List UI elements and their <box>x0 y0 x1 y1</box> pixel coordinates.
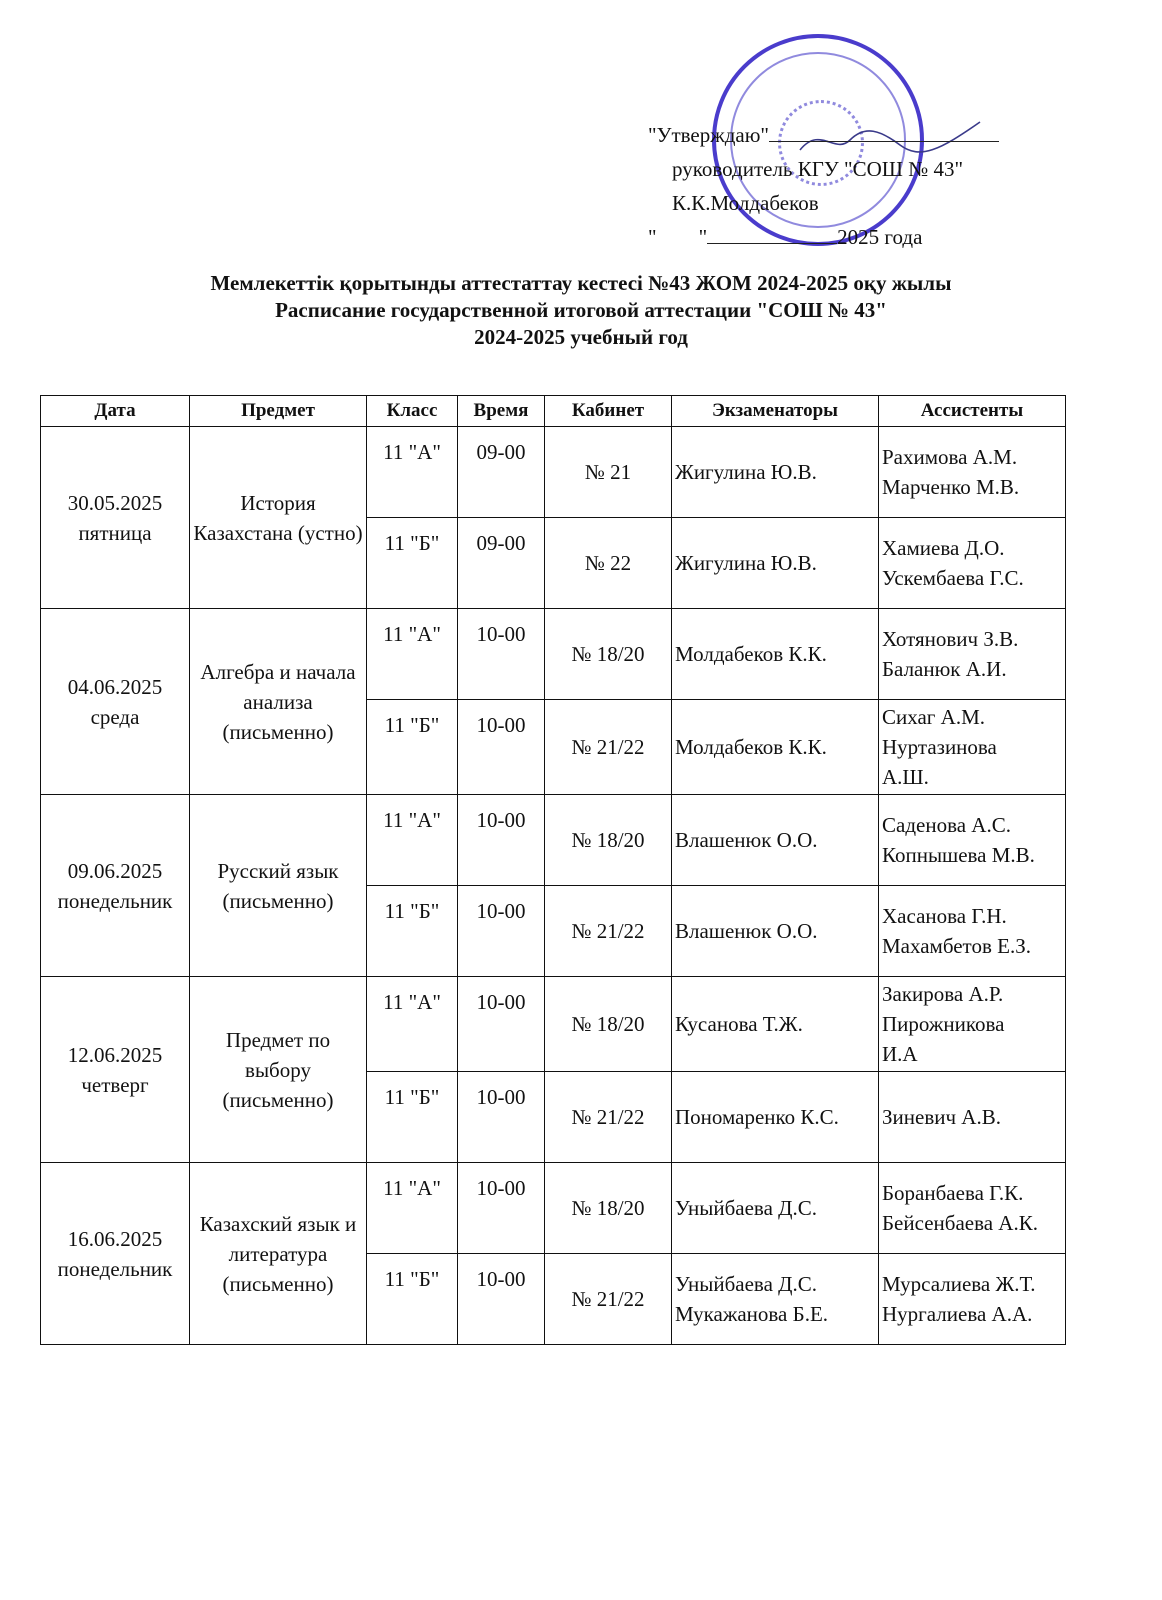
subject-cell: Алгебра и начала анализа (письменно) <box>190 609 367 795</box>
subject-cell: Предмет по выбору (письменно) <box>190 977 367 1163</box>
examiner-name: Кусанова Т.Ж. <box>675 1012 803 1036</box>
assistants-cell <box>879 795 1066 886</box>
examiners-cell <box>672 795 879 886</box>
class-cell: 11 "А" <box>367 609 458 700</box>
table-row <box>41 1163 1066 1254</box>
date-cell <box>41 977 190 1163</box>
room-cell: № 21/22 <box>545 1254 672 1345</box>
assistants-cell <box>879 886 1066 977</box>
subject-cell: Казахский язык и литература (письменно) <box>190 1163 367 1345</box>
class-cell: 11 "Б" <box>367 518 458 609</box>
subject-cell: Русский язык (письменно) <box>190 795 367 977</box>
exam-weekday: среда <box>90 704 140 729</box>
approver-position: руководитель КГУ "СОШ № 43" <box>672 157 964 181</box>
time-cell: 10-00 <box>458 795 545 886</box>
date-line <box>707 225 837 244</box>
document-title <box>0 270 1162 351</box>
title-kazakh: Мемлекеттік қорытынды аттестаттау кестесі №43 ЖОМ 2024-2025 оқу жылы <box>210 271 952 295</box>
examiners-cell <box>672 977 879 1072</box>
approval-block <box>648 118 999 254</box>
assistant-name: Сихаг А.М. <box>882 705 985 729</box>
class-cell: 11 "Б" <box>367 1072 458 1163</box>
examiners-cell <box>672 886 879 977</box>
schedule-table <box>40 395 1066 1345</box>
exam-weekday: пятница <box>78 520 152 545</box>
room-cell: № 21/22 <box>545 700 672 795</box>
title-year: 2024-2025 учебный год <box>474 325 688 349</box>
table-row <box>41 609 1066 700</box>
examiner-name: Мукажанова Б.Е. <box>675 1302 829 1326</box>
assistant-name: Пирожникова <box>882 1012 1005 1036</box>
assistant-name: Боранбаева Г.К. <box>882 1181 1024 1205</box>
examiners-cell <box>672 1254 879 1345</box>
header-assistants: Ассистенты <box>879 396 1066 427</box>
assistants-cell <box>879 1072 1066 1163</box>
examiner-name: Молдабеков К.К. <box>675 735 827 759</box>
room-cell: № 22 <box>545 518 672 609</box>
approve-label: "Утверждаю" <box>648 123 770 147</box>
time-cell: 10-00 <box>458 1163 545 1254</box>
table-row <box>41 427 1066 518</box>
room-cell: № 18/20 <box>545 1163 672 1254</box>
header-examiners: Экзаменаторы <box>672 396 879 427</box>
examiners-cell <box>672 700 879 795</box>
examiners-cell <box>672 518 879 609</box>
assistant-name: Хотянович З.В. <box>882 627 1019 651</box>
room-cell: № 18/20 <box>545 795 672 886</box>
time-cell: 09-00 <box>458 427 545 518</box>
room-cell: № 18/20 <box>545 977 672 1072</box>
header-subject: Предмет <box>190 396 367 427</box>
examiners-cell <box>672 427 879 518</box>
assistant-name: Копнышева М.В. <box>882 843 1035 867</box>
table-row <box>41 795 1066 886</box>
date-cell <box>41 1163 190 1345</box>
signature-line <box>769 123 999 142</box>
assistant-name: Ускембаева Г.С. <box>882 566 1024 590</box>
assistant-name: Махамбетов Е.З. <box>882 934 1031 958</box>
approval-year: 2025 года <box>837 225 923 249</box>
assistants-cell <box>879 700 1066 795</box>
class-cell: 11 "А" <box>367 427 458 518</box>
assistant-name: Зиневич А.В. <box>882 1105 1001 1129</box>
assistants-cell <box>879 1254 1066 1345</box>
assistants-cell <box>879 977 1066 1072</box>
assistant-name: Хамиева Д.О. <box>882 536 1005 560</box>
approver-name: К.К.Молдабеков <box>672 191 819 215</box>
date-cell <box>41 427 190 609</box>
header-class: Класс <box>367 396 458 427</box>
time-cell: 09-00 <box>458 518 545 609</box>
assistant-name: И.А <box>882 1042 918 1066</box>
assistant-name: А.Ш. <box>882 765 929 789</box>
assistants-cell <box>879 609 1066 700</box>
examiner-name: Уныйбаева Д.С. <box>675 1196 817 1220</box>
assistants-cell <box>879 427 1066 518</box>
examiner-name: Пономаренко К.С. <box>675 1105 839 1129</box>
exam-date: 04.06.2025 <box>67 674 163 699</box>
assistant-name: Бейсенбаева А.К. <box>882 1211 1038 1235</box>
class-cell: 11 "Б" <box>367 886 458 977</box>
exam-date: 09.06.2025 <box>67 858 163 883</box>
room-cell: № 21/22 <box>545 886 672 977</box>
time-cell: 10-00 <box>458 609 545 700</box>
time-cell: 10-00 <box>458 886 545 977</box>
date-cell <box>41 795 190 977</box>
header-room: Кабинет <box>545 396 672 427</box>
class-cell: 11 "Б" <box>367 700 458 795</box>
time-cell: 10-00 <box>458 700 545 795</box>
title-russian: Расписание государственной итоговой аттестации "СОШ № 43" <box>275 298 887 322</box>
examiner-name: Молдабеков К.К. <box>675 642 827 666</box>
exam-weekday: четверг <box>81 1072 149 1097</box>
time-cell: 10-00 <box>458 977 545 1072</box>
assistant-name: Марченко М.В. <box>882 475 1020 499</box>
table-row <box>41 977 1066 1072</box>
exam-date: 16.06.2025 <box>67 1226 163 1251</box>
assistant-name: Хасанова Г.Н. <box>882 904 1007 928</box>
class-cell: 11 "Б" <box>367 1254 458 1345</box>
subject-cell: История Казахстана (устно) <box>190 427 367 609</box>
exam-date: 12.06.2025 <box>67 1042 163 1067</box>
examiners-cell <box>672 609 879 700</box>
examiner-name: Уныйбаева Д.С. <box>675 1272 817 1296</box>
exam-date: 30.05.2025 <box>67 490 163 515</box>
exam-weekday: понедельник <box>57 888 173 913</box>
table-header-row <box>41 396 1066 427</box>
assistant-name: Баланюк А.И. <box>882 657 1007 681</box>
date-cell <box>41 609 190 795</box>
assistants-cell <box>879 518 1066 609</box>
exam-weekday: понедельник <box>57 1256 173 1281</box>
time-cell: 10-00 <box>458 1254 545 1345</box>
class-cell: 11 "А" <box>367 977 458 1072</box>
time-cell: 10-00 <box>458 1072 545 1163</box>
examiners-cell <box>672 1072 879 1163</box>
assistant-name: Нургалиева А.А. <box>882 1302 1033 1326</box>
assistant-name: Саденова А.С. <box>882 813 1011 837</box>
class-cell: 11 "А" <box>367 1163 458 1254</box>
examiner-name: Влашенюк О.О. <box>675 919 818 943</box>
room-cell: № 18/20 <box>545 609 672 700</box>
examiner-name: Влашенюк О.О. <box>675 828 818 852</box>
date-quote: " " <box>648 225 708 249</box>
assistant-name: Нуртазинова <box>882 735 997 759</box>
examiners-cell <box>672 1163 879 1254</box>
examiner-name: Жигулина Ю.В. <box>675 551 817 575</box>
room-cell: № 21/22 <box>545 1072 672 1163</box>
room-cell: № 21 <box>545 427 672 518</box>
assistant-name: Мурсалиева Ж.Т. <box>882 1272 1036 1296</box>
class-cell: 11 "А" <box>367 795 458 886</box>
examiner-name: Жигулина Ю.В. <box>675 460 817 484</box>
header-date: Дата <box>41 396 190 427</box>
assistant-name: Закирова А.Р. <box>882 982 1004 1006</box>
assistants-cell <box>879 1163 1066 1254</box>
header-time: Время <box>458 396 545 427</box>
assistant-name: Рахимова А.М. <box>882 445 1018 469</box>
